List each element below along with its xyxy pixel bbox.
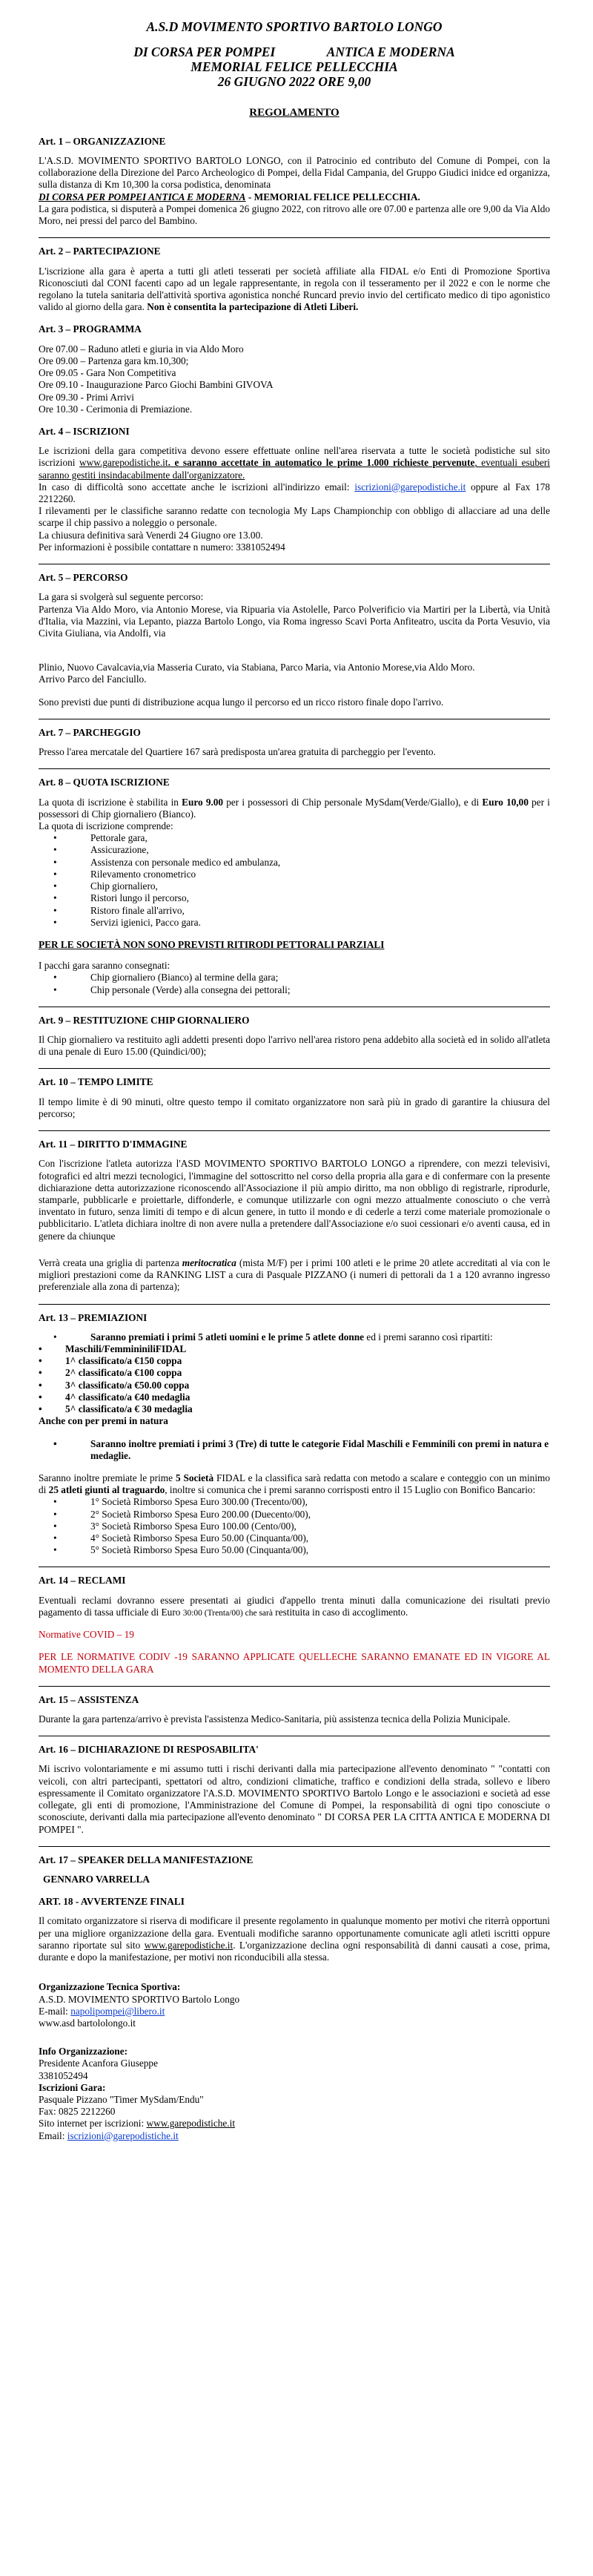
divider <box>39 237 550 238</box>
paragraph-text: In caso di difficoltà sono accettate anche le iscrizioni all'indirizzo email: <box>39 481 355 493</box>
paragraph-text: Verrà creata una griglia di partenza <box>39 1256 182 1268</box>
phone: 3381052494 <box>39 2069 88 2081</box>
paragraph-text: La quota di iscrizione è stabilita in <box>39 796 182 808</box>
section-title: Art. 10 – TEMPO LIMITE <box>39 1076 153 1088</box>
section-title: Art. 16 – DICHIARAZIONE DI RESPOSABILITA' <box>39 1744 259 1756</box>
paragraph-text: FIDAL e la classifica sarà redatta con metodo a scalare e conteggio con un minimo di <box>39 1472 551 1496</box>
paragraph <box>39 1472 550 1496</box>
paragraph-text: restituita in caso di accoglimento. <box>272 1606 408 1618</box>
list-item: • Ristori lungo il percorso, <box>39 892 550 904</box>
divider <box>39 1130 550 1131</box>
prize-lead-bold: Saranno premiati i primi 5 atleti uomini e le prime 5 atlete donne <box>90 1331 365 1343</box>
paragraph-text: oppure al Fax 178 2212260. <box>39 481 550 505</box>
list-item: • Maschili/FemmininiliFIDAL <box>39 1343 550 1355</box>
paragraph <box>39 266 550 314</box>
paragraph <box>39 445 550 481</box>
section-art14 <box>39 1575 550 1675</box>
section-art9 <box>39 1015 550 1058</box>
section-art10 <box>39 1076 550 1120</box>
event-title: DI CORSA PER POMPEI ANTICA E MODERNA <box>133 45 455 60</box>
paragraph: La chiusura definitiva sarà Venerdi 24 Giugno ore 13.00. <box>39 529 263 541</box>
section-art8 <box>39 777 550 996</box>
registrations-title: Iscrizioni Gara: <box>39 2081 106 2093</box>
list-item: • Chip giornaliero, <box>39 880 550 892</box>
fax: Fax: 0825 2212260 <box>39 2106 116 2118</box>
covid-heading: Normative COVID – 19 <box>39 1629 134 1641</box>
section-title: Art. 2 – PARTECIPAZIONE <box>39 246 161 257</box>
paragraph <box>39 1915 550 1963</box>
section-title: Art. 17 – SPEAKER DELLA MANIFESTAZIONE <box>39 1854 254 1865</box>
list-item: • 5° Società Rimborso Spesa Euro 50.00 (Cinquanta/00), <box>39 1544 550 1556</box>
paragraph-text: per i possessori di Chip giornaliero (Bianco). <box>39 796 550 820</box>
info-organization <box>39 2046 550 2142</box>
paragraph: Con l'iscrizione l'atleta autorizza l'ASD MOVIMENTO SPORTIVO BARTOLO LONGO a riprendere, con mezzi televisivi, fotografici ed altri mezzi tecnologici, l'immagine del sottoscritto nel corso della propria alla gara e di confermare con la presente dichiarazione detta autorizzazione riconoscendo all'Associazione il più ampio diritto, ma non obbligo di registrarle, riprodurle, stamparle, pubblicarle e proiettarle, diffonderle, e comunque utilizzarle con ogni mezzo attualmente conosciuto o che verrà inventato in futuro, senza limiti di tempo e di alcun genere, in tutto il mondo e di cederle a terzi come materiale promozionale o pubblicitario. L'atleta dichiara inoltre di non avere nulla a pretendere dall'Associazione e/o suoi cessionari e/o aventi causa, ed in genere da chiunque <box>39 1158 550 1242</box>
email-label: E-mail: <box>39 2005 71 2017</box>
list-item: • 1^ classificato/a €150 coppa <box>39 1355 550 1367</box>
org-email-row <box>39 2006 550 2017</box>
list-item: • 2° Società Rimborso Spesa Euro 200.00 (Duecento/00), <box>39 1509 550 1521</box>
prize-nature: Anche con per premi in natura <box>39 1415 168 1427</box>
partial-pickup-notice: PER LE SOCIETÀ NON SONO PREVISTI RITIRODI PETTORALI PARZIALI <box>39 938 385 950</box>
section-title: Art. 13 – PREMIAZIONI <box>39 1311 148 1323</box>
section-title: ART. 18 - AVVERTENZE FINALI <box>39 1896 185 1908</box>
category-prizes <box>39 1438 550 1462</box>
section-art11 <box>39 1139 550 1293</box>
paragraph-text: Saranno inoltre premiate le prime <box>39 1472 176 1483</box>
section-title: Art. 3 – PROGRAMMA <box>39 323 142 335</box>
fee-chip-daily: Euro 10,00 <box>482 796 529 808</box>
paragraph-text: . L'organizzazione declina ogni responsabilità di danni causati a cose, prima, durante e dopo la manifestazione, per motivi non riconducibili alla stessa. <box>39 1939 550 1963</box>
section-art3 <box>39 323 550 415</box>
paragraph: Sono previsti due punti di distribuzione acqua lungo il percorso ed un ricco ristoro finale dopo l'arrivo. <box>39 696 444 708</box>
divider <box>39 1846 550 1847</box>
paragraph-text: per i possessori di Chip personale MySdam(Verde/Giallo), e di <box>223 796 483 808</box>
list-item: • 4° Società Rimborso Spesa Euro 50.00 (Cinquanta/00), <box>39 1532 550 1544</box>
program-item: Ore 09.30 - Primi Arrivi <box>39 391 134 403</box>
program-list <box>39 343 550 415</box>
list-item: • 1° Società Rimborso Spesa Euro 300.00 (Trecento/00), <box>39 1496 550 1508</box>
paragraph: Arrivo Parco del Fanciullo. <box>39 673 147 685</box>
section-title: Art. 14 – RECLAMI <box>39 1575 126 1587</box>
section-art18 <box>39 1896 550 1963</box>
prize-list <box>39 1343 550 1415</box>
section-art17 <box>39 1854 550 1885</box>
section-title: Art. 4 – ISCRIZIONI <box>39 425 130 437</box>
section-title: Art. 9 – RESTITUZIONE CHIP GIORNALIERO <box>39 1014 250 1026</box>
section-art15 <box>39 1694 550 1725</box>
paragraph <box>39 1595 550 1618</box>
paragraph: Plinio, Nuovo Cavalcavia,via Masseria Curato, via Stabiana, Parco Maria, via Antonio Morese,via Aldo Moro. <box>39 662 475 673</box>
president: Presidente Acanfora Giuseppe <box>39 2058 158 2069</box>
list-item: • 5^ classificato/a € 30 medaglia <box>39 1403 550 1415</box>
list-item: • Servizi igienici, Pacco gara. <box>39 917 550 929</box>
section-title: Art. 1 – ORGANIZZAZIONE <box>39 135 166 147</box>
paragraph <box>39 797 550 820</box>
section-art13 <box>39 1312 550 1557</box>
paragraph: Durante la gara partenza/arrivo è prevista l'assistenza Medico-Sanitaria, più assistenza tecnica della Polizia Municipale. <box>39 1713 511 1725</box>
section-art7 <box>39 727 550 758</box>
paragraph: Presso l'area mercatale del Quartiere 167 sarà predisposta un'area gratuita di parcheggio per l'evento. <box>39 746 436 758</box>
section-title: Art. 5 – PERCORSO <box>39 572 128 584</box>
paragraph: La gara si svolgerà sul seguente percorso: <box>39 591 204 603</box>
min-athletes: 25 atleti giunti al traguardo <box>48 1484 165 1496</box>
org-website: www.asd bartololongo.it <box>39 2017 136 2029</box>
fee-includes-list <box>39 832 550 929</box>
technical-organization <box>39 1981 550 2029</box>
section-art2 <box>39 246 550 313</box>
list-item: • Rilevamento cronometrico <box>39 869 550 880</box>
section-art5 <box>39 572 550 708</box>
race-pack-list <box>39 972 550 995</box>
list-item: • Assicurazione, <box>39 844 550 856</box>
society-prize-list <box>39 1496 550 1556</box>
divider <box>39 1686 550 1687</box>
divider <box>39 1304 550 1305</box>
divider <box>39 1068 550 1069</box>
email-row <box>39 2130 550 2142</box>
list-item: • Assistenza con personale medico ed ambulanza, <box>39 857 550 869</box>
event-date: 26 GIUGNO 2022 ORE 9,00 <box>217 74 371 90</box>
site-link[interactable]: www.garepodistiche.it <box>146 2118 236 2129</box>
program-item: Ore 09.10 - Inaugurazione Parco Giochi Bambini GIVOVA <box>39 379 274 391</box>
paragraph: Partenza Via Aldo Moro, via Antonio Morese, via Ripuaria via Astolelle, Parco Polverificio via Martiri per la Libertà, via Unità d'Italia, via Mazzini, via Lepanto, piazza Bartolo Longo, via Roma ingresso Scavi Porta Anfiteatro, uscita da Porta Vesuvio, via Civita Giuliana, via Andolfi, via <box>39 603 550 639</box>
list-item: • Chip giornaliero (Bianco) al termine della gara; <box>39 972 550 984</box>
fee-amount: 30:00 (Trenta/00) che sarà <box>182 1608 273 1618</box>
paragraph-text: L'iscrizione alla gara è aperta a tutti gli atleti tesserati per società affiliate alla FIDAL e/o Enti di Promozione Sportiva Riconosciuti dal CONI facenti capo ad un legale rappresentante, in regola con il tesseramento per il 2022 e con le norme che regolano la tutela sanitaria dell'attività sportiva agonistica nonché Runcard previo invio del certificato medico di tipo agonistico valido al giorno della gara. <box>39 265 550 313</box>
section-title: Art. 15 – ASSISTENZA <box>39 1693 139 1705</box>
societies-count: 5 Società <box>175 1472 214 1483</box>
site-link[interactable]: www.garepodistiche.it <box>79 457 168 469</box>
first-1000-notice: . e saranno accettate in automatico le prime 1.000 richieste pervenute <box>168 457 475 469</box>
section-title: Organizzazione Tecnica Sportiva: <box>39 1981 181 1993</box>
no-free-athletes: Non è consentita la partecipazione di Atleti Liberi. <box>147 301 359 313</box>
paragraph-text: (mista M/F) per i primi 100 atleti e le prime 20 atlete accreditati al via con le migliori prestazioni come da RANKING LIST a cura di Pasquale PIZZANO (i numeri di pettorali da 1 a 120 avranno ingresso preferenziale alla zona di partenza); <box>39 1256 550 1293</box>
paragraph-text: ed i premi saranno così ripartiti: <box>364 1331 493 1343</box>
section-art4 <box>39 426 550 553</box>
regolamento-heading: REGOLAMENTO <box>249 106 339 119</box>
paragraph: Il tempo limite è di 90 minuti, oltre questo tempo il comitato organizzatore non sarà più in grado di garantire la chiusura del percorso; <box>39 1096 550 1119</box>
section-title: Info Organizzazione: <box>39 2046 128 2058</box>
program-item: Ore 07.00 – Raduno atleti e giuria in via Aldo Moro <box>39 343 244 355</box>
fee-chip-personal: Euro 9.00 <box>182 796 224 808</box>
memorial-name: - MEMORIAL FELICE PELLECCHIA. <box>245 191 420 202</box>
paragraph-text: Il comitato organizzatore si riserva di modificare il presente regolamento in qualunque momento per motivi che riterrà opportuni per una migliore organizzazione della gara. Eventuali modifiche saranno opportunamente comunicate agli atleti iscritti oppure saranno riportate sul sito <box>39 1915 550 1951</box>
email-link[interactable]: iscrizioni@garepodistiche.it <box>67 2129 179 2141</box>
paragraph <box>39 191 550 203</box>
paragraph: I rilevamenti per le classifiche saranno redatte con tecnologia My Laps Championchip con obbligo di allacciare ad una delle scarpe il chip passivo a noleggio o personale. <box>39 505 550 529</box>
section-title: Art. 8 – QUOTA ISCRIZIONE <box>39 777 170 788</box>
org-name: A.S.D. MOVIMENTO SPORTIVO Bartolo Longo <box>39 1993 240 2005</box>
divider <box>39 768 550 769</box>
list-item: • Pettorale gara, <box>39 832 550 844</box>
race-name: DI CORSA PER POMPEI ANTICA E MODERNA <box>39 191 246 202</box>
list-item: • Chip personale (Verde) alla consegna dei pettorali; <box>39 984 550 996</box>
timer-contact: Pasquale Pizzano "Timer MySdam/Endu" <box>39 2094 204 2106</box>
section-title: Art. 11 – DIRITTO D'IMMAGINE <box>39 1139 188 1150</box>
paragraph <box>39 481 550 505</box>
list-item: • 2^ classificato/a €100 coppa <box>39 1367 550 1379</box>
list-item: • 3^ classificato/a €50.00 coppa <box>39 1380 550 1391</box>
memorial-title: MEMORIAL FELICE PELLECCHIA <box>191 59 398 75</box>
email-link[interactable]: napolipompei@libero.it <box>70 2005 165 2017</box>
meritocratic-grid: meritocratica <box>182 1256 236 1268</box>
section-art1 <box>39 136 550 228</box>
email-label: Email: <box>39 2129 67 2141</box>
site-link[interactable]: www.garepodistiche.it <box>144 1939 233 1951</box>
covid-notice: PER LE NORMATIVE CODIV -19 SARANNO APPLICATE QUELLECHE SARANNO EMANATE ED IN VIGORE AL MOMENTO DELLA GARA <box>39 1651 550 1675</box>
prize-lead <box>39 1331 550 1343</box>
paragraph: I pacchi gara saranno consegnati: <box>39 960 170 972</box>
paragraph: Il Chip giornaliero va restituito agli addetti presenti dopo l'arrivo nell'area ristoro pena addebito alla società ed in solido all'atleta di una penale di Euro 15.00 (Quindici/00); <box>39 1034 550 1058</box>
list-item: • Ristoro finale all'arrivo, <box>39 905 550 917</box>
list-item: • 4^ classificato/a €40 medaglia <box>39 1391 550 1403</box>
section-title: Art. 7 – PARCHEGGIO <box>39 726 141 738</box>
paragraph: L'A.S.D. MOVIMENTO SPORTIVO BARTOLO LONGO, con il Patrocinio ed contributo del Comune di Pompei, con la collaborazione della Direzione del Parco Archeologico di Pompei, della Fidal Campania, del Gruppo Giudici inidce ed organizza, sulla distanza di Km 10,300 la corsa podistica, denominata <box>39 155 550 191</box>
paragraph: La quota di iscrizione comprende: <box>39 820 173 831</box>
paragraph: Mi iscrivo volontariamente e mi assumo tutti i rischi derivanti dalla mia partecipazione all'evento denominato " "contatti con veicoli, con altri partecipanti, spettatori od altro, condizioni climatiche, traffico e condizioni della strada, sollevo e libero espressamente il Comitato organizzatore l'A.S.D. MOVIMENTO SPORTIVO Bartolo Longo e le associazioni e società ad esse collegate, gli enti di promozione, l'Amministrazione del Comune di Pompei, la responsabilità di ogni tipo conosciute o sconosciute, derivanti dalla mia partecipazione all'evento denominato " DI CORSA PER LA CITTA ANTICA E MODERNA DI POMPEI ". <box>39 1763 550 1835</box>
email-link[interactable]: iscrizioni@garepodistiche.it <box>354 481 466 493</box>
program-item: Ore 09.05 - Gara Non Competitiva <box>39 367 176 379</box>
speaker-name: GENNARO VARRELLA <box>43 1873 150 1885</box>
paragraph-text: , eventuali esuberi saranno gestiti insindacabilmente dall'organizzatore. <box>39 457 550 481</box>
paragraph-text: Eventuali reclami dovranno essere presentati ai giudici d'appello trenta minuti dalla comunicazione dei risultati previo pagamento di tassa ufficiale di Euro <box>39 1594 550 1618</box>
list-item: • 3° Società Rimborso Spesa Euro 100.00 (Cento/00), <box>39 1521 550 1532</box>
site-label: Sito internet per iscrizioni: <box>39 2118 147 2129</box>
program-item: Ore 09.00 – Partenza gara km.10,300; <box>39 355 189 366</box>
org-title: A.S.D MOVIMENTO SPORTIVO BARTOLO LONGO <box>146 19 443 34</box>
list-item <box>39 1331 550 1343</box>
paragraph <box>39 1257 550 1294</box>
paragraph-text: , inoltre si comunica che i premi saranno corrisposti entro il 15 Luglio con Bonifico Bancario: <box>165 1484 536 1496</box>
site-row <box>39 2118 550 2129</box>
list-item: • Saranno inoltre premiati i primi 3 (Tre) di tutte le categorie Fidal Maschili e Femminili con premi in natura e medaglie. <box>39 1438 550 1462</box>
paragraph: Per informazioni è possibile contattare n numero: 3381052494 <box>39 541 285 553</box>
paragraph-text: Le iscrizioni della gara competitiva devono essere effettuate online nell'area riservata a tutte le società podistiche sul sito iscrizioni <box>39 445 550 469</box>
paragraph: La gara podistica, si disputerà a Pompei domenica 26 giugno 2022, con ritrovo alle ore 07.00 e partenza alle ore 9,00 da Via Aldo Moro, nei pressi del parco del Bambino. <box>39 202 550 227</box>
program-item: Ore 10.30 - Cerimonia di Premiazione. <box>39 403 193 415</box>
section-art16 <box>39 1744 550 1836</box>
